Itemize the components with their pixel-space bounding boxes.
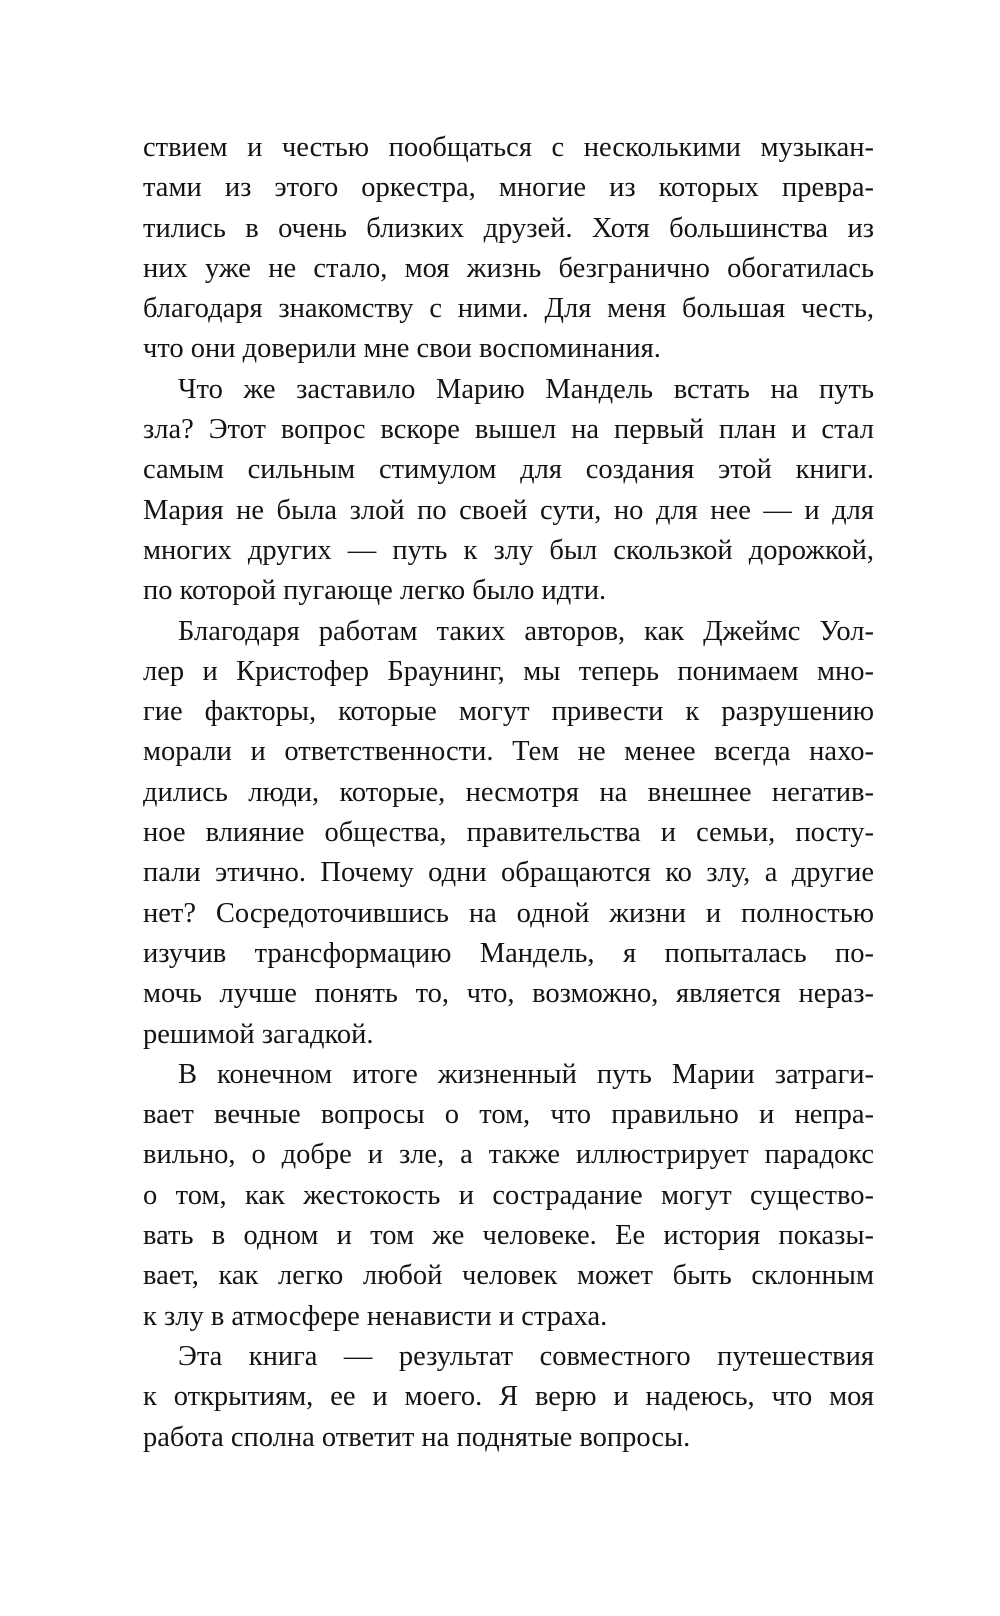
text-line: самым сильным стимулом для создания этой книги. [143, 454, 874, 486]
text-line: вильно, о добре и зле, а также иллюстрирует парадокс [143, 1139, 874, 1171]
text-line: зла? Этот вопрос вскоре вышел на первый план и стал [143, 414, 874, 446]
text-line: нет? Сосредоточившись на одной жизни и полностью [143, 897, 874, 929]
text-line: тами из этого оркестра, многие из которых превра- [143, 172, 874, 204]
text-line: В конечном итоге жизненный путь Марии затраги- [178, 1058, 874, 1090]
text-line: Что же заставило Марию Мандель встать на путь [178, 373, 874, 405]
text-line: Мария не была злой по своей сути, но для нее — и для [143, 494, 874, 526]
page-body [143, 128, 874, 1458]
paragraph-5 [143, 1337, 874, 1458]
text-line: вать в одном и том же человеке. Ее история показы- [143, 1220, 874, 1252]
text-line: дились люди, которые, несмотря на внешнее негатив- [143, 776, 874, 808]
text-line: ствием и честью пообщаться с несколькими музыкан- [143, 132, 874, 163]
paragraph-1 [143, 128, 874, 370]
text-line: благодаря знакомству с ними. Для меня большая честь, [143, 293, 874, 325]
paragraph-3 [143, 612, 874, 1055]
text-line: по которой пугающе легко было идти. [143, 575, 607, 607]
text-line: что они доверили мне свои воспоминания. [143, 333, 661, 365]
text-line: тились в очень близких друзей. Хотя большинства из [143, 212, 874, 244]
text-line: многих других — путь к злу был скользкой дорожкой, [143, 534, 874, 566]
text-line: мочь лучше понять то, что, возможно, является нераз- [143, 978, 874, 1010]
paragraph-2 [143, 370, 874, 612]
text-line: пали этично. Почему одни обращаются ко злу, а другие [143, 857, 874, 889]
text-line: о том, как жестокость и сострадание могут существо- [143, 1179, 874, 1211]
text-line: ное влияние общества, правительства и семьи, посту- [143, 817, 874, 849]
text-line: работа сполна ответит на поднятые вопросы. [143, 1421, 691, 1453]
text-line: к злу в атмосфере ненависти и страха. [143, 1300, 608, 1332]
text-line: Эта книга — результат совместного путешествия [178, 1340, 874, 1372]
text-line: решимой загадкой. [143, 1018, 374, 1050]
text-line: вает, как легко любой человек может быть склонным [143, 1260, 874, 1292]
text-line: к открытиям, ее и моего. Я верю и надеюсь, что моя [143, 1381, 874, 1413]
text-line: Благодаря работам таких авторов, как Джеймс Уол- [178, 615, 874, 647]
paragraph-4 [143, 1055, 874, 1337]
text-line: морали и ответственности. Тем не менее всегда нахо- [143, 736, 874, 768]
text-line: изучив трансформацию Мандель, я попыталась по- [143, 937, 874, 969]
text-line: лер и Кристофер Браунинг, мы теперь понимаем мно- [143, 655, 874, 687]
text-line: вает вечные вопросы о том, что правильно и непра- [143, 1099, 874, 1131]
text-line: гие факторы, которые могут привести к разрушению [143, 696, 874, 728]
text-line: них уже не стало, моя жизнь безгранично обогатилась [143, 252, 874, 284]
